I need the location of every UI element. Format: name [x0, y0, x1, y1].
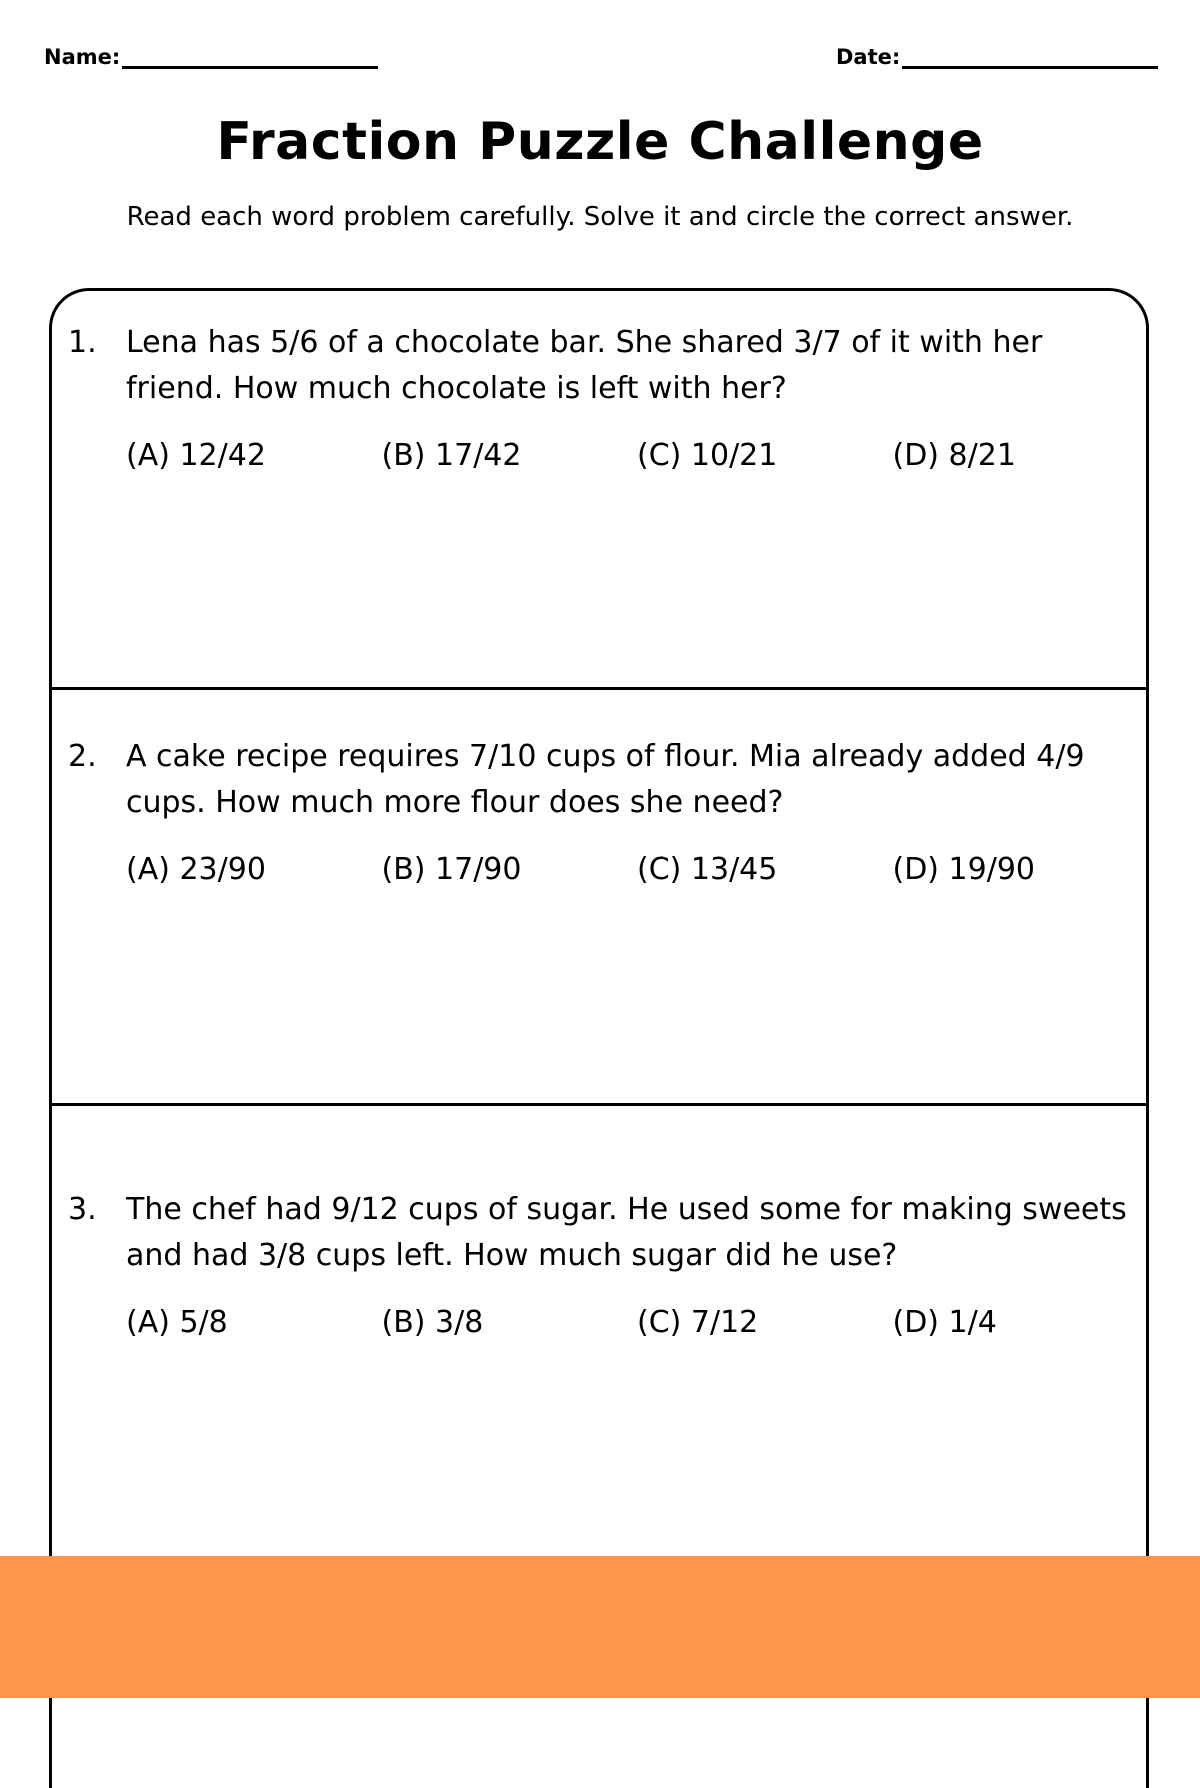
question-number: 2. [68, 739, 97, 774]
question-divider [49, 1103, 1149, 1106]
answer-choices [126, 438, 1148, 473]
page-title: Fraction Puzzle Challenge [216, 112, 984, 172]
date-blank-line[interactable] [902, 44, 1158, 69]
name-label: Name: [44, 45, 121, 69]
question-text: The chef had 9/12 cups of sugar. He used some for making sweets and had 3/8 cups left. How much sugar did he use? [126, 1192, 1127, 1273]
answer-choices [126, 1305, 1148, 1340]
question-text: A cake recipe requires 7/10 cups of flour. Mia already added 4/9 cups. How much more flour does she need? [126, 739, 1085, 820]
question-number: 1. [68, 325, 97, 360]
date-label: Date: [836, 45, 901, 69]
choice-a[interactable]: (A) 5/8 [126, 1305, 228, 1340]
choice-b[interactable]: (B) 3/8 [381, 1305, 484, 1340]
choice-a[interactable]: (A) 12/42 [126, 438, 266, 473]
choice-a[interactable]: (A) 23/90 [126, 852, 266, 887]
choice-d[interactable]: (D) 1/4 [892, 1305, 997, 1340]
question-1 [68, 320, 1148, 473]
name-field[interactable] [44, 44, 378, 69]
choice-c[interactable]: (C) 13/45 [637, 852, 778, 887]
answer-choices [126, 852, 1148, 887]
question-number: 3. [68, 1192, 97, 1227]
question-text: Lena has 5/6 of a chocolate bar. She shared 3/7 of it with her friend. How much chocolate is left with her? [126, 325, 1043, 406]
choice-b[interactable]: (B) 17/42 [381, 438, 522, 473]
date-field[interactable] [836, 44, 1158, 69]
choice-b[interactable]: (B) 17/90 [381, 852, 522, 887]
name-blank-line[interactable] [122, 44, 378, 69]
question-2 [68, 734, 1148, 887]
choice-d[interactable]: (D) 19/90 [892, 852, 1035, 887]
choice-d[interactable]: (D) 8/21 [892, 438, 1016, 473]
question-3 [68, 1187, 1148, 1340]
instructions: Read each word problem carefully. Solve it and circle the correct answer. [126, 202, 1074, 232]
choice-c[interactable]: (C) 10/21 [637, 438, 778, 473]
footer-band [0, 1556, 1200, 1698]
question-divider [49, 687, 1149, 690]
choice-c[interactable]: (C) 7/12 [637, 1305, 759, 1340]
